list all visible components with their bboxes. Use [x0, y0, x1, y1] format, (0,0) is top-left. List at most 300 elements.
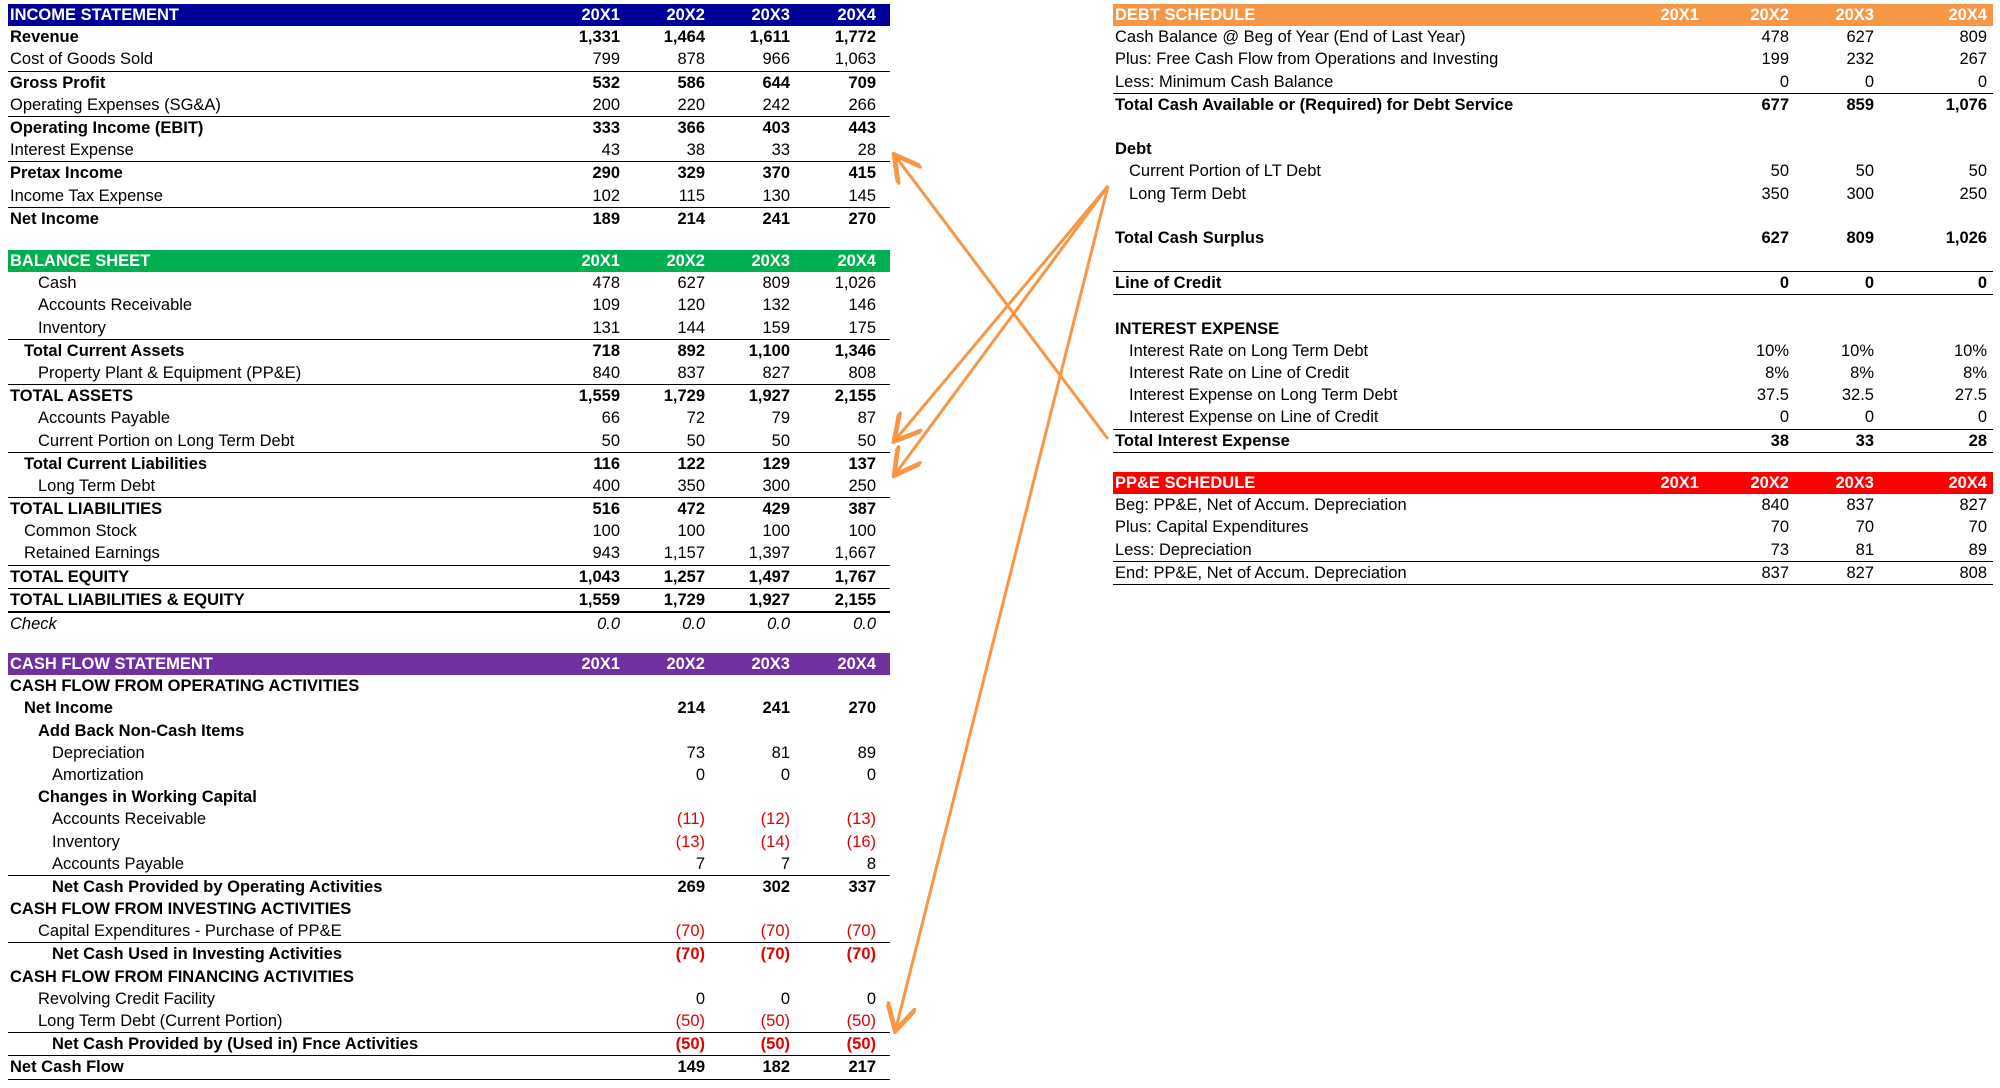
- row-value: 300: [762, 476, 790, 495]
- row-value: (50): [675, 1035, 705, 1054]
- row-value: 799: [592, 50, 620, 69]
- year-header: 20X3: [1835, 474, 1874, 492]
- ppe-row: [1113, 562, 1993, 585]
- row-value: 33: [771, 141, 790, 160]
- income-row: [8, 208, 890, 230]
- row-value: 1,729: [663, 590, 705, 609]
- row-value: 337: [848, 877, 876, 896]
- cashflow-header: [8, 653, 890, 675]
- debt-row: [1113, 406, 1993, 429]
- income-row: [8, 162, 890, 184]
- income-row: [8, 185, 890, 208]
- debt-schedule-table: [1113, 4, 1993, 453]
- row-value: 199: [1761, 50, 1789, 69]
- cashflow-row: [8, 920, 890, 943]
- row-value: 214: [677, 699, 705, 718]
- row-value: 81: [771, 743, 790, 762]
- row-value: (70): [846, 922, 876, 941]
- row-value: 1,063: [834, 50, 876, 69]
- row-value: (12): [760, 810, 790, 829]
- row-value: 2,155: [834, 590, 876, 609]
- debt-row: [1113, 94, 1993, 116]
- row-value: 943: [592, 544, 620, 563]
- row-label: Long Term Debt: [1129, 184, 1247, 203]
- row-value: 0: [1977, 274, 1987, 293]
- year-header: 20X2: [666, 655, 705, 673]
- row-label: Common Stock: [24, 522, 137, 541]
- row-value: 37.5: [1756, 386, 1789, 405]
- row-value: (50): [675, 1012, 705, 1030]
- row-value: 859: [1846, 95, 1874, 114]
- row-value: 0: [695, 765, 705, 784]
- row-label: Current Portion of LT Debt: [1129, 162, 1321, 181]
- row-value: 329: [677, 164, 705, 183]
- row-value: 122: [677, 454, 705, 473]
- row-value: 79: [771, 409, 790, 428]
- balance-row: [8, 613, 890, 635]
- balance-sheet-table: [8, 250, 890, 635]
- row-label: Total Current Liabilities: [24, 454, 208, 473]
- row-label: CASH FLOW FROM OPERATING ACTIVITIES: [10, 677, 360, 696]
- row-label: TOTAL ASSETS: [10, 387, 134, 406]
- row-value: 403: [762, 118, 790, 137]
- row-label: Cash: [38, 274, 77, 293]
- row-value: 38: [686, 141, 705, 160]
- row-label: Changes in Working Capital: [38, 788, 257, 807]
- row-value: 50: [771, 431, 790, 450]
- row-value: 129: [762, 454, 790, 473]
- row-value: 7: [780, 854, 790, 873]
- debt-row: [1113, 71, 1993, 94]
- year-header: 20X2: [666, 6, 705, 24]
- year-header: 20X3: [1835, 6, 1874, 24]
- row-label: Revolving Credit Facility: [38, 989, 215, 1008]
- row-value: 100: [848, 522, 876, 541]
- row-value: 145: [848, 186, 876, 205]
- row-value: 10%: [1755, 341, 1789, 360]
- row-label: Total Interest Expense: [1115, 431, 1290, 450]
- row-value: 1,397: [748, 544, 790, 563]
- row-value: (50): [846, 1012, 876, 1030]
- cashflow-row: [8, 831, 890, 853]
- cashflow-row: [8, 1056, 890, 1079]
- row-value: (13): [846, 810, 876, 829]
- row-value: 415: [848, 164, 876, 183]
- row-value: 1,157: [663, 544, 705, 563]
- row-value: (70): [760, 922, 790, 941]
- debt-title: DEBT SCHEDULE: [1115, 6, 1256, 24]
- row-value: 1,927: [748, 590, 790, 609]
- cashflow-row: [8, 943, 890, 965]
- row-value: (50): [760, 1012, 790, 1030]
- row-value: 837: [1846, 496, 1874, 515]
- row-value: 100: [592, 522, 620, 541]
- row-value: 300: [1846, 184, 1874, 203]
- row-value: 370: [762, 164, 790, 183]
- row-value: 131: [592, 318, 620, 337]
- row-value: 175: [848, 318, 876, 337]
- row-value: 8: [866, 854, 876, 873]
- row-value: 1,331: [578, 28, 620, 47]
- row-label: Interest Expense on Long Term Debt: [1129, 386, 1398, 405]
- row-value: 1,346: [834, 341, 876, 360]
- row-label: Plus: Free Cash Flow from Operations and Investing: [1115, 50, 1499, 69]
- row-label: Cost of Goods Sold: [10, 50, 154, 69]
- year-header: 20X1: [581, 6, 620, 24]
- row-value: 33: [1855, 431, 1874, 450]
- row-value: 8%: [1850, 364, 1874, 382]
- year-header: 20X2: [1750, 474, 1789, 492]
- row-value: 443: [848, 118, 876, 137]
- row-label: Pretax Income: [10, 164, 123, 183]
- row-value: 149: [677, 1058, 705, 1077]
- balance-row: [8, 430, 890, 453]
- year-header: 20X1: [581, 252, 620, 270]
- row-value: 1,927: [748, 387, 790, 406]
- row-value: 333: [592, 118, 620, 137]
- row-value: 2,155: [834, 387, 876, 406]
- row-label: Depreciation: [52, 743, 145, 762]
- balance-title: BALANCE SHEET: [10, 252, 151, 270]
- row-value: 232: [1846, 50, 1874, 69]
- income-row: [8, 117, 890, 139]
- row-value: 220: [677, 95, 705, 114]
- row-label: Net Cash Provided by (Used in) Fnce Activities: [52, 1035, 419, 1054]
- row-value: 32.5: [1841, 386, 1874, 405]
- row-value: 8%: [1765, 364, 1789, 382]
- cashflow-row: [8, 988, 890, 1010]
- balance-row: [8, 385, 890, 407]
- row-value: 586: [677, 73, 705, 92]
- row-value: 102: [592, 186, 620, 205]
- debt-row: [1113, 384, 1993, 406]
- row-value: 73: [1770, 540, 1789, 559]
- debt-row: [1113, 430, 1993, 453]
- row-label: TOTAL EQUITY: [10, 567, 130, 586]
- balance-row: [8, 566, 890, 589]
- row-value: 892: [677, 341, 705, 360]
- row-label: Amortization: [52, 765, 144, 784]
- row-value: 159: [762, 318, 790, 337]
- balance-row: [8, 589, 890, 613]
- row-value: 387: [848, 500, 876, 519]
- row-value: 840: [1761, 496, 1789, 515]
- row-label: Accounts Payable: [38, 409, 171, 428]
- row-value: 1,100: [748, 341, 790, 360]
- row-label: Inventory: [38, 318, 106, 337]
- debt-row: [1113, 295, 1993, 317]
- ppe-title: PP&E SCHEDULE: [1115, 474, 1256, 492]
- row-value: 837: [1761, 563, 1789, 582]
- row-value: 242: [762, 95, 790, 114]
- arrow-debt-to-cashflow: [896, 186, 1108, 1028]
- row-label: Retained Earnings: [24, 544, 160, 563]
- row-value: 0.0: [682, 615, 705, 633]
- row-value: 627: [677, 274, 705, 293]
- income-title: INCOME STATEMENT: [10, 6, 179, 24]
- debt-row: [1113, 183, 1993, 205]
- cashflow-row: [8, 786, 890, 808]
- row-label: Net Income: [24, 699, 113, 718]
- row-value: 241: [762, 699, 790, 718]
- row-value: (13): [675, 832, 705, 851]
- row-value: 0: [1977, 72, 1987, 91]
- row-value: 366: [677, 118, 705, 137]
- ppe-header: [1113, 472, 1993, 494]
- row-value: 130: [762, 186, 790, 205]
- debt-row: [1113, 205, 1993, 227]
- row-value: 50: [1968, 162, 1987, 181]
- year-header: 20X1: [581, 655, 620, 673]
- row-label: Accounts Receivable: [52, 810, 207, 829]
- year-header: 20X1: [1660, 6, 1699, 24]
- row-value: 350: [1761, 184, 1789, 203]
- row-value: 81: [1855, 540, 1874, 559]
- arrow-debt-to-long-term-debt: [896, 186, 1108, 473]
- row-value: 89: [1968, 540, 1987, 559]
- debt-row: [1113, 116, 1993, 138]
- balance-row: [8, 542, 890, 565]
- row-value: (16): [846, 832, 876, 851]
- row-value: 644: [762, 73, 790, 92]
- income-row: [8, 139, 890, 162]
- row-value: (70): [675, 945, 705, 964]
- row-label: Net Cash Used in Investing Activities: [52, 945, 343, 964]
- arrow-interest-to-income: [896, 157, 1108, 439]
- row-label: Less: Depreciation: [1115, 540, 1252, 559]
- row-value: (50): [846, 1035, 876, 1054]
- balance-row: [8, 317, 890, 340]
- debt-row: [1113, 318, 1993, 340]
- row-label: Operating Expenses (SG&A): [10, 95, 221, 114]
- row-value: 50: [857, 431, 876, 450]
- row-value: 270: [848, 209, 876, 228]
- row-label: Line of Credit: [1115, 274, 1222, 293]
- row-value: 100: [677, 522, 705, 541]
- balance-row: [8, 272, 890, 294]
- row-value: 1,772: [834, 28, 876, 47]
- balance-row: [8, 498, 890, 520]
- row-value: 7: [695, 854, 705, 873]
- row-value: 116: [593, 454, 620, 473]
- row-label: Revenue: [10, 28, 79, 47]
- row-value: 10%: [1840, 341, 1874, 360]
- row-value: 182: [762, 1058, 790, 1077]
- row-label: Income Tax Expense: [10, 186, 163, 205]
- cashflow-row: [8, 966, 890, 988]
- row-value: 38: [1770, 431, 1789, 450]
- income-header: [8, 4, 890, 26]
- row-label: Net Income: [10, 209, 99, 228]
- row-value: 269: [677, 877, 705, 896]
- cashflow-row: [8, 764, 890, 786]
- balance-row: [8, 362, 890, 385]
- debt-row: [1113, 249, 1993, 272]
- debt-row: [1113, 26, 1993, 48]
- cashflow-row: [8, 808, 890, 830]
- row-value: 146: [848, 296, 876, 315]
- row-label: Interest Rate on Long Term Debt: [1129, 341, 1369, 360]
- debt-row: [1113, 227, 1993, 249]
- debt-row: [1113, 160, 1993, 182]
- arrow-debt-to-current-portion: [896, 186, 1108, 439]
- row-value: 0: [695, 989, 705, 1008]
- row-value: 0: [866, 989, 876, 1008]
- row-value: 677: [1761, 95, 1789, 114]
- cashflow-row: [8, 675, 890, 697]
- row-value: 0: [780, 765, 790, 784]
- row-value: 532: [592, 73, 620, 92]
- row-value: 808: [848, 363, 876, 382]
- row-value: 966: [762, 50, 790, 69]
- row-value: (14): [760, 832, 790, 851]
- debt-row: [1113, 340, 1993, 362]
- row-value: 115: [678, 186, 705, 205]
- row-value: 429: [762, 500, 790, 519]
- row-value: 0: [1779, 72, 1789, 91]
- balance-row: [8, 453, 890, 475]
- cash-flow-statement-table: [8, 653, 890, 1080]
- year-header: 20X4: [837, 252, 876, 270]
- row-label: Current Portion on Long Term Debt: [38, 431, 295, 450]
- debt-row: [1113, 272, 1993, 295]
- row-value: 1,076: [1945, 95, 1987, 114]
- cashflow-row: [8, 898, 890, 920]
- year-header: 20X4: [837, 655, 876, 673]
- row-value: 840: [592, 363, 620, 382]
- row-value: 1,497: [748, 567, 790, 586]
- row-value: 70: [1770, 518, 1789, 537]
- ppe-row: [1113, 516, 1993, 538]
- row-value: 290: [592, 164, 620, 183]
- row-value: 1,026: [1945, 228, 1987, 247]
- year-header: 20X3: [751, 655, 790, 673]
- row-value: 516: [592, 500, 620, 519]
- cashflow-row: [8, 697, 890, 719]
- row-value: 1,729: [663, 387, 705, 406]
- row-label: INTEREST EXPENSE: [1115, 319, 1280, 338]
- cashflow-title: CASH FLOW STATEMENT: [10, 655, 213, 673]
- row-value: 43: [601, 141, 620, 160]
- row-value: 0: [1864, 408, 1874, 427]
- row-value: 50: [601, 431, 620, 450]
- balance-row: [8, 294, 890, 316]
- row-value: 267: [1959, 50, 1987, 69]
- income-row: [8, 72, 890, 94]
- row-value: 472: [677, 500, 705, 519]
- debt-row: [1113, 48, 1993, 70]
- row-value: (70): [846, 945, 876, 964]
- balance-row: [8, 475, 890, 498]
- income-row: [8, 94, 890, 117]
- row-value: 241: [762, 209, 790, 228]
- row-label: Accounts Payable: [52, 854, 185, 873]
- balance-row: [8, 520, 890, 542]
- row-value: 72: [686, 409, 705, 428]
- year-header: 20X3: [751, 6, 790, 24]
- row-label: Total Cash Available or (Required) for Debt Service: [1115, 95, 1514, 114]
- row-value: 1,559: [578, 387, 620, 406]
- row-value: 100: [762, 522, 790, 541]
- row-value: 808: [1959, 563, 1987, 582]
- row-label: Gross Profit: [10, 73, 106, 92]
- row-value: 73: [686, 743, 705, 762]
- cashflow-row: [8, 742, 890, 764]
- row-value: 0.0: [853, 615, 876, 633]
- year-header: 20X4: [1948, 474, 1987, 492]
- row-label: Less: Minimum Cash Balance: [1115, 72, 1334, 91]
- row-label: Total Current Assets: [24, 341, 185, 360]
- row-value: 270: [848, 699, 876, 718]
- year-header: 20X4: [837, 6, 876, 24]
- row-label: Check: [10, 615, 57, 633]
- income-row: [8, 48, 890, 71]
- balance-header: [8, 250, 890, 272]
- row-label: Plus: Capital Expenditures: [1115, 518, 1309, 537]
- cashflow-row: [8, 1033, 890, 1056]
- row-value: 89: [857, 743, 876, 762]
- row-value: 478: [592, 274, 620, 293]
- row-value: 718: [592, 341, 620, 360]
- row-label: Net Cash Flow: [10, 1058, 124, 1077]
- row-value: 837: [677, 363, 705, 382]
- row-value: 200: [592, 95, 620, 114]
- row-value: 809: [1959, 28, 1987, 47]
- row-value: 400: [592, 476, 620, 495]
- row-value: 266: [848, 95, 876, 114]
- row-value: 627: [1761, 228, 1789, 247]
- row-value: 0: [1977, 408, 1987, 427]
- row-label: End: PP&E, Net of Accum. Depreciation: [1115, 563, 1407, 582]
- row-value: (70): [675, 922, 705, 941]
- row-value: 350: [677, 476, 705, 495]
- row-label: Interest Rate on Line of Credit: [1129, 364, 1350, 382]
- row-value: 827: [762, 363, 790, 382]
- year-header: 20X2: [1750, 6, 1789, 24]
- row-value: 137: [848, 454, 876, 473]
- income-row: [8, 26, 890, 48]
- row-label: Inventory: [52, 832, 120, 851]
- row-value: 217: [848, 1058, 876, 1077]
- row-value: 0: [780, 989, 790, 1008]
- row-value: (11): [676, 810, 705, 829]
- row-value: 8%: [1963, 364, 1987, 382]
- row-value: 0: [866, 765, 876, 784]
- row-value: 70: [1968, 518, 1987, 537]
- cashflow-row: [8, 876, 890, 898]
- row-value: 27.5: [1954, 386, 1987, 405]
- row-value: 1,611: [749, 28, 790, 47]
- row-value: 28: [1968, 431, 1987, 450]
- row-value: 302: [762, 877, 790, 896]
- row-label: Beg: PP&E, Net of Accum. Depreciation: [1115, 496, 1407, 515]
- row-value: 50: [1855, 162, 1874, 181]
- row-value: 66: [601, 409, 620, 428]
- row-label: TOTAL LIABILITIES: [10, 500, 163, 519]
- row-label: Interest Expense on Line of Credit: [1129, 408, 1379, 427]
- row-label: Long Term Debt (Current Portion): [38, 1012, 283, 1030]
- row-value: 120: [677, 296, 705, 315]
- row-label: Capital Expenditures - Purchase of PP&E: [38, 922, 342, 941]
- ppe-row: [1113, 494, 1993, 516]
- row-value: 1,667: [834, 544, 876, 563]
- row-value: 50: [686, 431, 705, 450]
- row-label: Interest Expense: [10, 141, 134, 160]
- year-header: 20X4: [1948, 6, 1987, 24]
- row-value: 1,559: [578, 590, 620, 609]
- row-label: Net Cash Provided by Operating Activities: [52, 877, 383, 896]
- year-header: 20X3: [751, 252, 790, 270]
